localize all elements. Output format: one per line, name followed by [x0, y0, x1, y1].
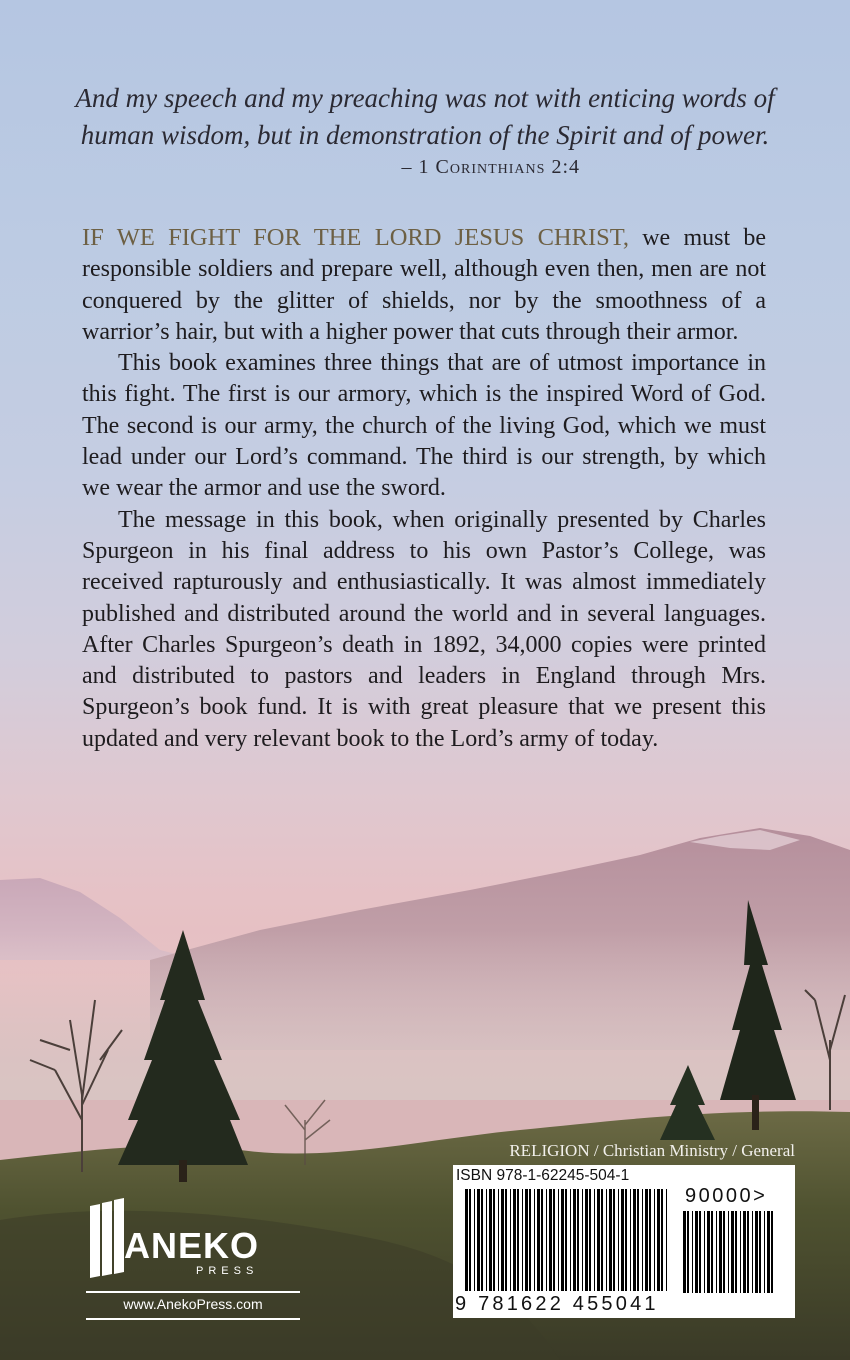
url-rule-top [86, 1291, 300, 1293]
barcode-bar [594, 1189, 595, 1291]
blurb-lead-in: IF WE FIGHT FOR THE LORD JESUS CHRIST, [82, 224, 629, 251]
isbn-barcode-box [453, 1165, 795, 1318]
publisher-name: ANEKO [124, 1225, 260, 1266]
barcode-bar [486, 1189, 487, 1291]
barcode-bar [687, 1211, 689, 1293]
barcode-bar [735, 1211, 737, 1293]
blurb-paragraph-1 [82, 222, 766, 348]
blurb-paragraph-1-body: we must be responsible soldiers and prepare well, although even then, men are not conquered by the glitter of shields, nor by the smoothness of a warrior’s hair, but with a higher power that cuts through their armor. [82, 225, 766, 345]
barcode-bar [481, 1189, 483, 1291]
barcode-bar [477, 1189, 480, 1291]
quote-citation: – 1 Corinthians 2:4 [401, 156, 580, 178]
barcode-bar [513, 1189, 516, 1291]
blurb-paragraph-2: This book examines three things that are of utmost importance in this fight. The first is our armory, which is the inspired Word of God. The second is our army, the church of the living God, which we must lead under our Lord’s command. The third is our strength, by which we wear the armor and use the sword. [82, 350, 766, 502]
barcode-bar [657, 1189, 660, 1291]
barcode-bar [585, 1189, 588, 1291]
barcode-bar [525, 1189, 528, 1291]
barcode-bar [577, 1189, 579, 1291]
price-code: 90000> [685, 1185, 768, 1207]
barcode-bar [558, 1189, 559, 1291]
barcode-bar [695, 1211, 698, 1293]
barcode-bar [728, 1211, 729, 1293]
bisac-category: RELIGION / Christian Ministry / General [509, 1141, 795, 1160]
barcode-bar [740, 1211, 741, 1293]
barcode-bar [642, 1189, 643, 1291]
barcode-bar [704, 1211, 705, 1293]
barcode-bar [625, 1189, 627, 1291]
publisher-url[interactable]: www.AnekoPress.com [123, 1296, 263, 1312]
barcode-bar [771, 1211, 773, 1293]
barcode-bar [537, 1189, 540, 1291]
barcode-bar [767, 1211, 770, 1293]
barcode-bar [517, 1189, 519, 1291]
barcode-bar [465, 1189, 468, 1291]
barcode-bar [565, 1189, 567, 1291]
barcode-bar [755, 1211, 758, 1293]
url-rule-bottom [86, 1318, 300, 1320]
barcode-bar [613, 1189, 615, 1291]
barcode-bar [510, 1189, 511, 1291]
barcode-bar [597, 1189, 600, 1291]
barcode-bar [498, 1189, 499, 1291]
blurb-paragraph-3: The message in this book, when originally presented by Charles Spurgeon in his final address to his own Pastor’s College, was received rapturously and enthusiastically. It was almost immediately published and distributed around the world and in several languages. After Charles Spurgeon’s death in 1892, 34,000 copies were printed and distributed to pastors and leaders in England through Mrs. Spurgeon’s book fund. It is with great pleasure that we present this updated and very relevant book to the Lord’s army of today. [82, 506, 766, 752]
barcode-bar [716, 1211, 717, 1293]
barcode-bar [707, 1211, 710, 1293]
barcode-bar [529, 1189, 531, 1291]
barcode-bar [601, 1189, 603, 1291]
barcode-bar [582, 1189, 583, 1291]
barcode-bar [474, 1189, 475, 1291]
barcode-bar [723, 1211, 725, 1293]
barcode-bar [719, 1211, 722, 1293]
barcode-bar [645, 1189, 648, 1291]
quote-line: And my speech and my preaching was not with enticing words of [75, 83, 775, 113]
barcode-bar [493, 1189, 495, 1291]
barcode-bar [731, 1211, 734, 1293]
barcode-bar [654, 1189, 655, 1291]
barcode-bar [661, 1189, 663, 1291]
barcode-digits: 9 781622 455041 [455, 1293, 659, 1315]
barcode-bar [469, 1189, 471, 1291]
barcode-bar [606, 1189, 607, 1291]
barcode-bar [505, 1189, 507, 1291]
barcode-bar [553, 1189, 555, 1291]
description-blurb [82, 222, 766, 755]
aneko-logo-icon [88, 1198, 128, 1278]
barcode-bar [666, 1189, 667, 1291]
barcode-bar [683, 1211, 686, 1293]
barcode-bar [609, 1189, 612, 1291]
barcode-bar [649, 1189, 651, 1291]
barcode-bar [501, 1189, 504, 1291]
barcode-bar [589, 1189, 591, 1291]
barcode-bar [549, 1189, 552, 1291]
publisher-subtitle: PRESS [196, 1265, 259, 1277]
quote-line: human wisdom, but in demonstration of the Spirit and of power. [80, 120, 770, 150]
barcode-bar [759, 1211, 761, 1293]
barcode-bar [743, 1211, 746, 1293]
barcode-bar [570, 1189, 571, 1291]
barcode-bar [541, 1189, 543, 1291]
barcode-bar [489, 1189, 492, 1291]
barcode-bar [747, 1211, 749, 1293]
barcode-bar [621, 1189, 624, 1291]
barcode-bar [699, 1211, 701, 1293]
barcode-bar [633, 1189, 636, 1291]
barcode-bar [522, 1189, 523, 1291]
barcode-bar [546, 1189, 547, 1291]
barcode-bar [573, 1189, 576, 1291]
barcode-bar [711, 1211, 713, 1293]
barcode-bar [764, 1211, 765, 1293]
barcode-bar [618, 1189, 619, 1291]
epigraph-quote [60, 80, 790, 154]
barcode-bar [692, 1211, 693, 1293]
barcode-bar [561, 1189, 564, 1291]
barcode-bar [752, 1211, 753, 1293]
isbn-label: ISBN 978-1-62245-504-1 [456, 1167, 630, 1184]
barcode-bar [630, 1189, 631, 1291]
barcode-bar [534, 1189, 535, 1291]
barcode-bar [637, 1189, 639, 1291]
